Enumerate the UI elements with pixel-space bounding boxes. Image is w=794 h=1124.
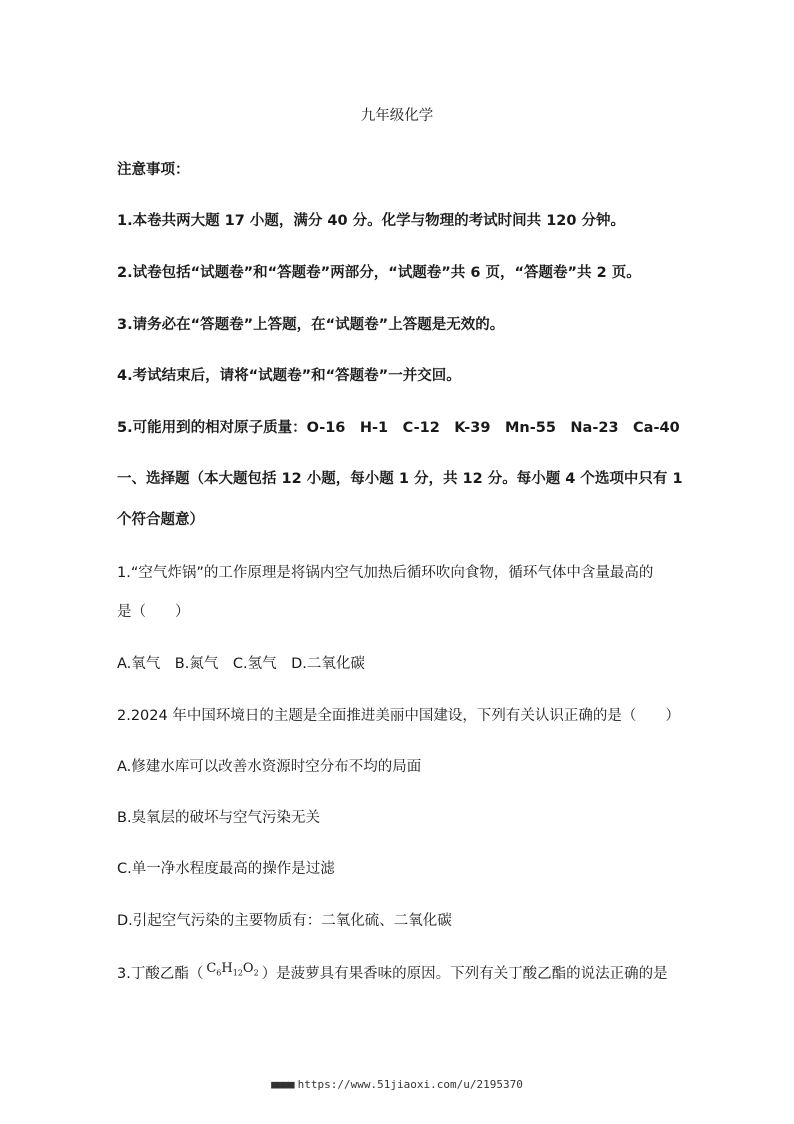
- notice-item-1: 1.本卷共两大题 17 小题，满分 40 分。化学与物理的考试时间共 120 分钟。: [117, 213, 626, 229]
- footer-watermark: [0, 1078, 794, 1091]
- section1-heading-line1: 一、选择题（本大题包括 12 小题，每小题 1 分，共 12 分。每小题 4 个选项中只有 1: [117, 471, 683, 487]
- notice-item-5: 5.可能用到的相对原子质量：O-16 H-1 C-12 K-39 Mn-55 Na-23 Ca-40: [117, 420, 680, 436]
- q2-stem: 2.2024 年中国环境日的主题是全面推进美丽中国建设，下列有关认识正确的是（ ）: [117, 708, 680, 724]
- q2-option-a: A.修建水库可以改善水资源时空分布不均的局面: [117, 759, 422, 775]
- q3-prefix: 3.丁酸乙酯（: [117, 966, 204, 982]
- section1-heading-line2: 个符合题意）: [117, 512, 204, 528]
- q1-stem-line2: 是（ ）: [117, 604, 190, 620]
- q3-stem: [117, 961, 668, 990]
- q2-option-c: C.单一净水程度最高的操作是过滤: [117, 861, 335, 877]
- notice-item-3: 3.请务必在“答题卷”上答题，在“试题卷”上答题是无效的。: [117, 317, 505, 333]
- q3-suffix: ）是菠萝具有果香味的原因。下列有关丁酸乙酯的说法正确的是: [261, 966, 668, 982]
- notice-item-4: 4.考试结束后，请将“试题卷”和“答题卷”一并交回。: [117, 368, 461, 384]
- notice-heading: 注意事项：: [117, 162, 190, 178]
- q2-option-d: D.引起空气污染的主要物质有：二氧化硫、二氧化碳: [117, 913, 452, 929]
- chemical-formula: $C_6H_{12}O_2$: [206, 961, 259, 978]
- footer-url: https://www.51jiaoxi.com/u/2195370: [297, 1078, 523, 1091]
- q2-option-b: B.臭氧层的破坏与空气污染无关: [117, 810, 321, 826]
- q1-stem-line1: 1.“空气炸锅”的工作原理是将锅内空气加热后循环吹向食物，循环气体中含量最高的: [117, 565, 654, 581]
- page-title: 九年级化学: [360, 108, 434, 124]
- footer-lead: ■■■■: [271, 1078, 294, 1091]
- notice-item-2: 2.试卷包括“试题卷”和“答题卷”两部分，“试题卷”共 6 页，“答题卷”共 2 页。: [117, 265, 641, 281]
- q1-options: A.氧气 B.氮气 C.氢气 D.二氧化碳: [117, 656, 365, 672]
